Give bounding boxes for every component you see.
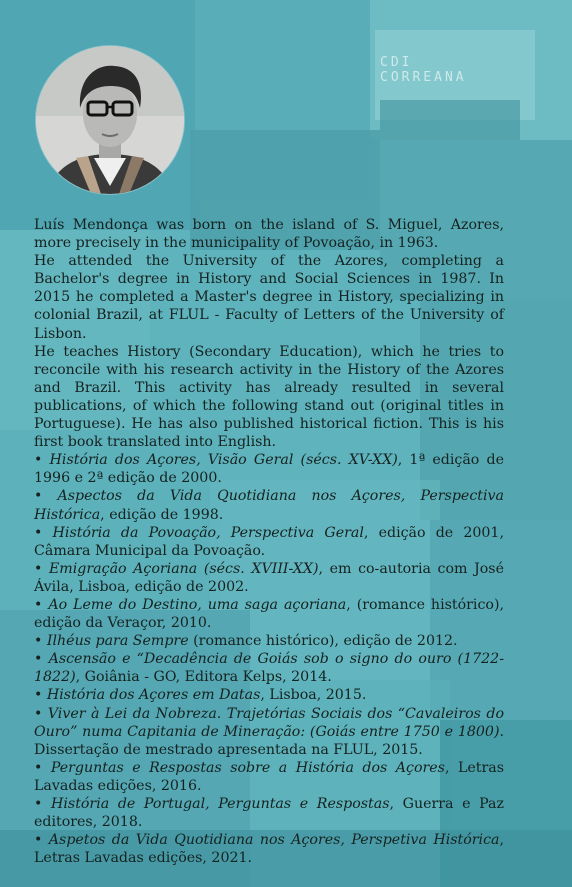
publication-item: • Ilhéus para Sempre (romance histórico), edição de 2012. [34, 633, 458, 650]
publication-title: História dos Açores, Visão Geral (sécs. XV-XX) [49, 452, 398, 469]
publication-details: , em co-autoria com José Ávila, Lisboa, edição de 2002. [34, 560, 504, 595]
publication-item: • História dos Açores, Visão Geral (sécs. XV-XX), 1ª edição de 1996 e 2ª edição de 2000. [34, 452, 504, 487]
publication-details: , Letras Lavadas edições, 2021. [34, 832, 504, 867]
publication-item: • Aspetos da Vida Quotidiana nos Açores, Perspetiva Histórica, Letras Lavadas edições, 2021. [34, 832, 504, 867]
publication-item: • Aspectos da Vida Quotidiana nos Açores, Perspectiva Histórica, edição de 1998. [34, 488, 504, 523]
publication-details: , Lisboa, 2015. [260, 687, 367, 704]
publications-list [34, 451, 504, 867]
publication-title: Aspetos da Vida Quotidiana nos Açores, Perspetiva Histórica [48, 832, 500, 849]
publication-details: , Guerra e Paz editores, 2018. [34, 796, 504, 831]
background-sign-text: CDI CORREANA [380, 55, 467, 85]
publication-title: Aspectos da Vida Quotidiana nos Açores, Perspectiva Histórica [34, 488, 504, 523]
bio-paragraph-career: He teaches History (Secondary Education), which he tries to reconcile with his research activity in the History of the Azores and Brazil. This activity has already resulted in several publications, of which the following stand out (original titles in Portuguese). He has also published historical fiction. This is his first book translated into English. [34, 343, 504, 451]
publication-item: • Ao Leme do Destino, uma saga açoriana, (romance histórico), edição da Veraçor, 2010. [34, 596, 504, 632]
publication-item: • Ascensão e “Decadência de Goiás sob o signo do ouro (1722-1822), Goiânia - GO, Editora Kelps, 2014. [34, 651, 504, 686]
bio-paragraph-education: He attended the University of the Azores, completing a Bachelor's degree in History and Social Sciences in 1987. In 2015 he completed a Master's degree in History, specializing in colonial Brazil, at FLUL - Faculty of Letters of the University of Lisbon. [34, 253, 504, 342]
publication-details: , (romance histórico), edição da Veraçor, 2010. [34, 596, 504, 632]
publication-details: , Goiânia - GO, Editora Kelps, 2014. [75, 669, 332, 686]
publication-title: História de Portugal, Perguntas e Respostas [51, 796, 390, 812]
publication-details: . Dissertação de mestrado apresentada na FLUL, 2015. [34, 723, 504, 758]
publication-item: • Emigração Açoriana (sécs. XVIII-XX), em co-autoria com José Ávila, Lisboa, edição de 2002. [34, 560, 504, 595]
publication-details: , Letras Lavadas edições, 2016. [34, 759, 504, 794]
publication-title: Ascensão e “Decadência de Goiás sob o signo do ouro (1722-1822) [34, 651, 504, 686]
publication-title: Viver à Lei da Nobreza. Trajetórias Sociais dos “Cavaleiros do Ouro” numa Capitania de Mineração: (Goiás entre 1750 e 1800) [34, 705, 504, 740]
author-portrait-photo [36, 46, 184, 194]
publication-details: , edição de 1998. [100, 506, 224, 523]
author-portrait-icon [36, 46, 184, 194]
publication-title: Emigração Açoriana (sécs. XVIII-XX) [48, 560, 319, 577]
publication-details: , 1ª edição de 1996 e 2ª edição de 2000. [34, 452, 504, 487]
publication-title: Ao Leme do Destino, uma saga açoriana [48, 596, 347, 613]
publication-item: • Viver à Lei da Nobreza. Trajetórias Sociais dos “Cavaleiros do Ouro” numa Capitania de Mineração: (Goiás entre 1750 e 1800). Dissertação de mestrado apresentada na FLUL, 2015. [34, 705, 504, 758]
publication-title: Perguntas e Respostas sobre a História dos Açores [50, 759, 445, 776]
publication-title: História dos Açores em Datas [46, 687, 261, 704]
publication-item: • História da Povoação, Perspectiva Geral, edição de 2001, Câmara Municipal da Povoação. [34, 524, 504, 559]
bio-paragraph-birth: Luís Mendonça was born on the island of S. Miguel, Azores, more precisely in the municipality of Povoação, in 1963. [34, 217, 504, 252]
publication-item: • Perguntas e Respostas sobre a História dos Açores, Letras Lavadas edições, 2016. [34, 759, 504, 794]
publication-item: • História dos Açores em Datas, Lisboa, 2015. [34, 687, 367, 704]
publication-title: Ilhéus para Sempre [46, 633, 189, 650]
author-biography [34, 216, 504, 867]
publication-title: História da Povoação, Perspectiva Geral [52, 524, 364, 541]
publication-details: , edição de 2001, Câmara Municipal da Povoação. [34, 524, 504, 559]
publication-details: (romance histórico), edição de 2012. [188, 633, 458, 650]
publication-item: • História de Portugal, Perguntas e Respostas, Guerra e Paz editores, 2018. [34, 796, 504, 831]
